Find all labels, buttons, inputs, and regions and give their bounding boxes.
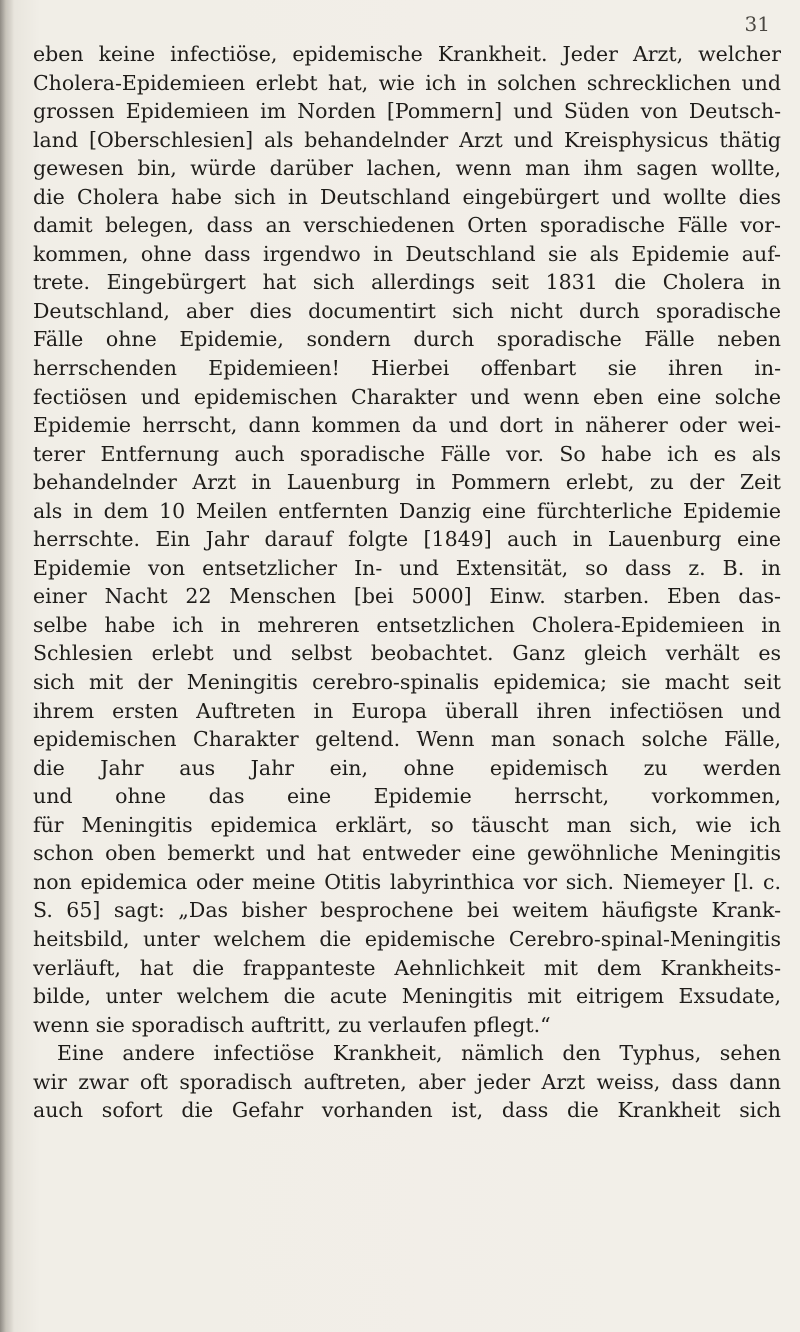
text-line: herrschenden Epidemieen! Hierbei offenbart sie ihren in- [33,356,781,381]
text-line: fectiösen und epidemischen Charakter und wenn eben eine solche [33,384,781,409]
text-line: die Jahr aus Jahr ein, ohne epidemisch zu werden [33,755,781,780]
text-line: non epidemica oder meine Otitis labyrinthica vor sich. Niemeyer [l. c. [33,869,781,894]
text-line: eben keine infectiöse, epidemische Krankheit. Jeder Arzt, welcher [33,42,781,66]
text-line: bilde, unter welchem die acute Meningitis mit eitrigem Exsudate, [33,984,781,1009]
text-line: ihrem ersten Auftreten in Europa überall ihren infectiösen und [33,698,781,723]
text-line: Epidemie von entsetzlicher In- und Extensität, so dass z. B. in [33,555,781,580]
text-line: für Meningitis epidemica erklärt, so täuscht man sich, wie ich [33,812,781,837]
text-line: epidemischen Charakter geltend. Wenn man sonach solche Fälle, [33,727,781,752]
text-line: terer Entfernung auch sporadische Fälle vor. So habe ich es als [33,441,781,466]
text-line: selbe habe ich in mehreren entsetzlichen Cholera-Epidemieen in [33,612,781,637]
text-line: Eine andere infectiöse Krankheit, nämlich den Typhus, sehen [57,1041,781,1066]
text-line: sich mit der Meningitis cerebro-spinalis epidemica; sie macht seit [33,670,781,695]
text-line: einer Nacht 22 Menschen [bei 5000] Einw. starben. Eben das- [33,584,781,609]
text-line: kommen, ohne dass irgendwo in Deutschland sie als Epidemie auf- [33,241,781,266]
text-line: damit belegen, dass an verschiedenen Orten sporadische Fälle vor- [33,213,781,238]
text-line: gewesen bin, würde darüber lachen, wenn man ihm sagen wollte, [33,156,781,181]
text-line: land [Oberschlesien] als behandelnder Arzt und Kreisphysicus thätig [33,127,781,152]
text-line: grossen Epidemieen im Norden [Pommern] und Süden von Deutsch- [33,99,781,124]
page-gutter-shadow [0,0,14,1332]
text-line: Epidemie herrscht, dann kommen da und dort in näherer oder wei- [33,413,781,438]
text-line: wir zwar oft sporadisch auftreten, aber jeder Arzt weiss, dass dann [33,1069,781,1094]
text-line: trete. Eingebürgert hat sich allerdings seit 1831 die Cholera in [33,270,781,295]
text-line: heitsbild, unter welchem die epidemische Cerebro-spinal-Meningitis [33,926,781,951]
text-line: Deutschland, aber dies documentirt sich nicht durch sporadische [33,298,781,323]
text-line: auch sofort die Gefahr vorhanden ist, dass die Krankheit sich [33,1098,781,1123]
text-line: behandelnder Arzt in Lauenburg in Pommern erlebt, zu der Zeit [33,470,781,495]
text-line: wenn sie sporadisch auftritt, zu verlaufen pflegt.“ [33,1012,551,1037]
text-line: S. 65] sagt: „Das bisher besprochene bei weitem häufigste Krank- [33,898,781,923]
text-line: Schlesien erlebt und selbst beobachtet. Ganz gleich verhält es [33,641,781,666]
text-line: Cholera-Epidemieen erlebt hat, wie ich in solchen schrecklichen und [33,70,781,95]
text-line: herrschte. Ein Jahr darauf folgte [1849] auch in Lauenburg eine [33,527,781,552]
text-line: als in dem 10 Meilen entfernten Danzig eine fürchterliche Epidemie [33,498,781,523]
text-line: die Cholera habe sich in Deutschland eingebürgert und wollte dies [33,184,781,209]
text-line: Fälle ohne Epidemie, sondern durch sporadische Fälle neben [33,327,781,352]
text-line: verläuft, hat die frappanteste Aehnlichkeit mit dem Krankheits- [33,955,781,980]
page-number: 31 [744,12,770,36]
body-text [33,40,781,1125]
text-line: schon oben bemerkt und hat entweder eine gewöhnliche Meningitis [33,841,781,866]
text-line: und ohne das eine Epidemie herrscht, vorkommen, [33,784,781,809]
